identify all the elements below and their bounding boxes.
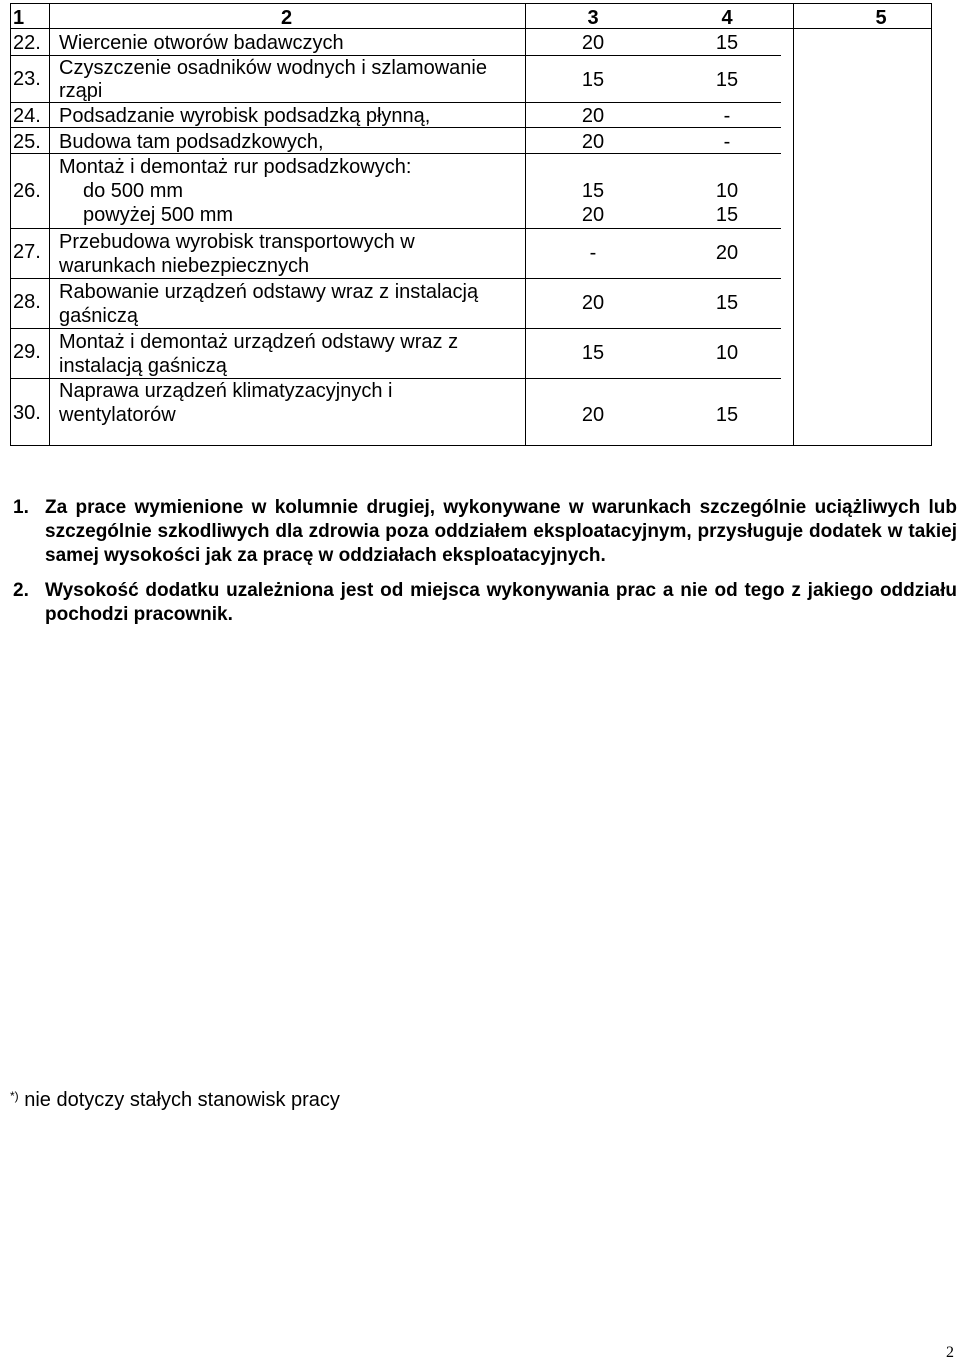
row-description: instalacją gaśniczą	[59, 355, 227, 377]
row-divider	[11, 228, 781, 229]
row-col3-value: 15	[581, 342, 605, 364]
rates-table	[10, 3, 932, 446]
row-col3-value: 15	[581, 69, 605, 91]
row-description: Montaż i demontaż rur podsadzkowych:	[59, 156, 412, 178]
header-col-5: 5	[875, 7, 887, 29]
col-divider	[793, 4, 794, 445]
row-col3-value: 20	[581, 204, 605, 226]
row-col3-value: 15	[581, 180, 605, 202]
footnote	[10, 1088, 340, 1112]
note-number: 2.	[13, 580, 29, 601]
row-description: gaśniczą	[59, 305, 138, 327]
header-col-3: 3	[587, 7, 599, 29]
row-description: Naprawa urządzeń klimatyzacyjnych i	[59, 380, 393, 402]
note-item	[13, 579, 957, 627]
row-description: wentylatorów	[59, 404, 176, 426]
row-description: rząpi	[59, 80, 103, 102]
row-col4-value: 10	[715, 342, 739, 364]
row-description: Wiercenie otworów badawczych	[59, 32, 344, 54]
note-text: Za prace wymienione w kolumnie drugiej, wykonywane w warunkach szczególnie uciążliwych lub szczególnie szkodliwych dla zdrowia poza oddziałem eksploatacyjnym, przysługuje dodatek w takiej samej wysokości jak za pracę w oddziałach eksploatacyjnych.	[45, 497, 957, 566]
row-number: 28.	[13, 291, 41, 313]
row-number: 22.	[13, 32, 41, 54]
row-number: 23.	[13, 68, 41, 90]
row-divider	[11, 278, 781, 279]
row-description: Montaż i demontaż urządzeń odstawy wraz z	[59, 331, 459, 353]
row-col3-value: 20	[581, 105, 605, 127]
row-col3-value: 20	[581, 404, 605, 426]
row-number: 30.	[13, 402, 41, 424]
note-text: Wysokość dodatku uzależniona jest od miejsca wykonywania prac a nie od tego z jakiego oddziału pochodzi pracownik.	[45, 580, 957, 625]
row-col4-value: 15	[715, 32, 739, 54]
row-number: 27.	[13, 241, 41, 263]
row-col3-value: 20	[581, 32, 605, 54]
header-col-1: 1	[13, 7, 25, 29]
row-description: Rabowanie urządzeń odstawy wraz z instalacją	[59, 281, 479, 303]
row-description: Budowa tam podsadzkowych,	[59, 131, 324, 153]
row-divider	[11, 102, 781, 103]
row-col4-value: -	[723, 105, 731, 127]
row-number: 25.	[13, 131, 41, 153]
page-number: 2	[946, 1344, 954, 1361]
footnote-text: nie dotyczy stałych stanowisk pracy	[24, 1089, 340, 1111]
row-col4-value: 15	[715, 69, 739, 91]
row-description: warunkach niebezpiecznych	[59, 255, 310, 277]
row-number: 26.	[13, 180, 41, 202]
row-col3-value: 20	[581, 292, 605, 314]
row-description: Podsadzanie wyrobisk podsadzką płynną,	[59, 105, 431, 127]
row-description: powyżej 500 mm	[83, 204, 234, 226]
row-number: 24.	[13, 105, 41, 127]
row-col4-value: 15	[715, 204, 739, 226]
row-description: do 500 mm	[83, 180, 184, 202]
row-description: Przebudowa wyrobisk transportowych w	[59, 231, 415, 253]
footnote-mark: *)	[10, 1089, 19, 1103]
row-col3-value: -	[589, 242, 597, 264]
row-description: Czyszczenie osadników wodnych i szlamowanie	[59, 57, 487, 79]
notes-section	[13, 496, 957, 638]
note-item	[13, 496, 957, 568]
header-col-4: 4	[721, 7, 733, 29]
header-col-2: 2	[281, 7, 293, 29]
row-col3-value: 20	[581, 131, 605, 153]
note-number: 1.	[13, 497, 29, 518]
row-col4-value: -	[723, 131, 731, 153]
row-divider	[11, 28, 931, 29]
row-col4-value: 10	[715, 180, 739, 202]
row-divider	[11, 328, 781, 329]
row-col4-value: 15	[715, 292, 739, 314]
row-col4-value: 20	[715, 242, 739, 264]
row-col4-value: 15	[715, 404, 739, 426]
row-number: 29.	[13, 341, 41, 363]
